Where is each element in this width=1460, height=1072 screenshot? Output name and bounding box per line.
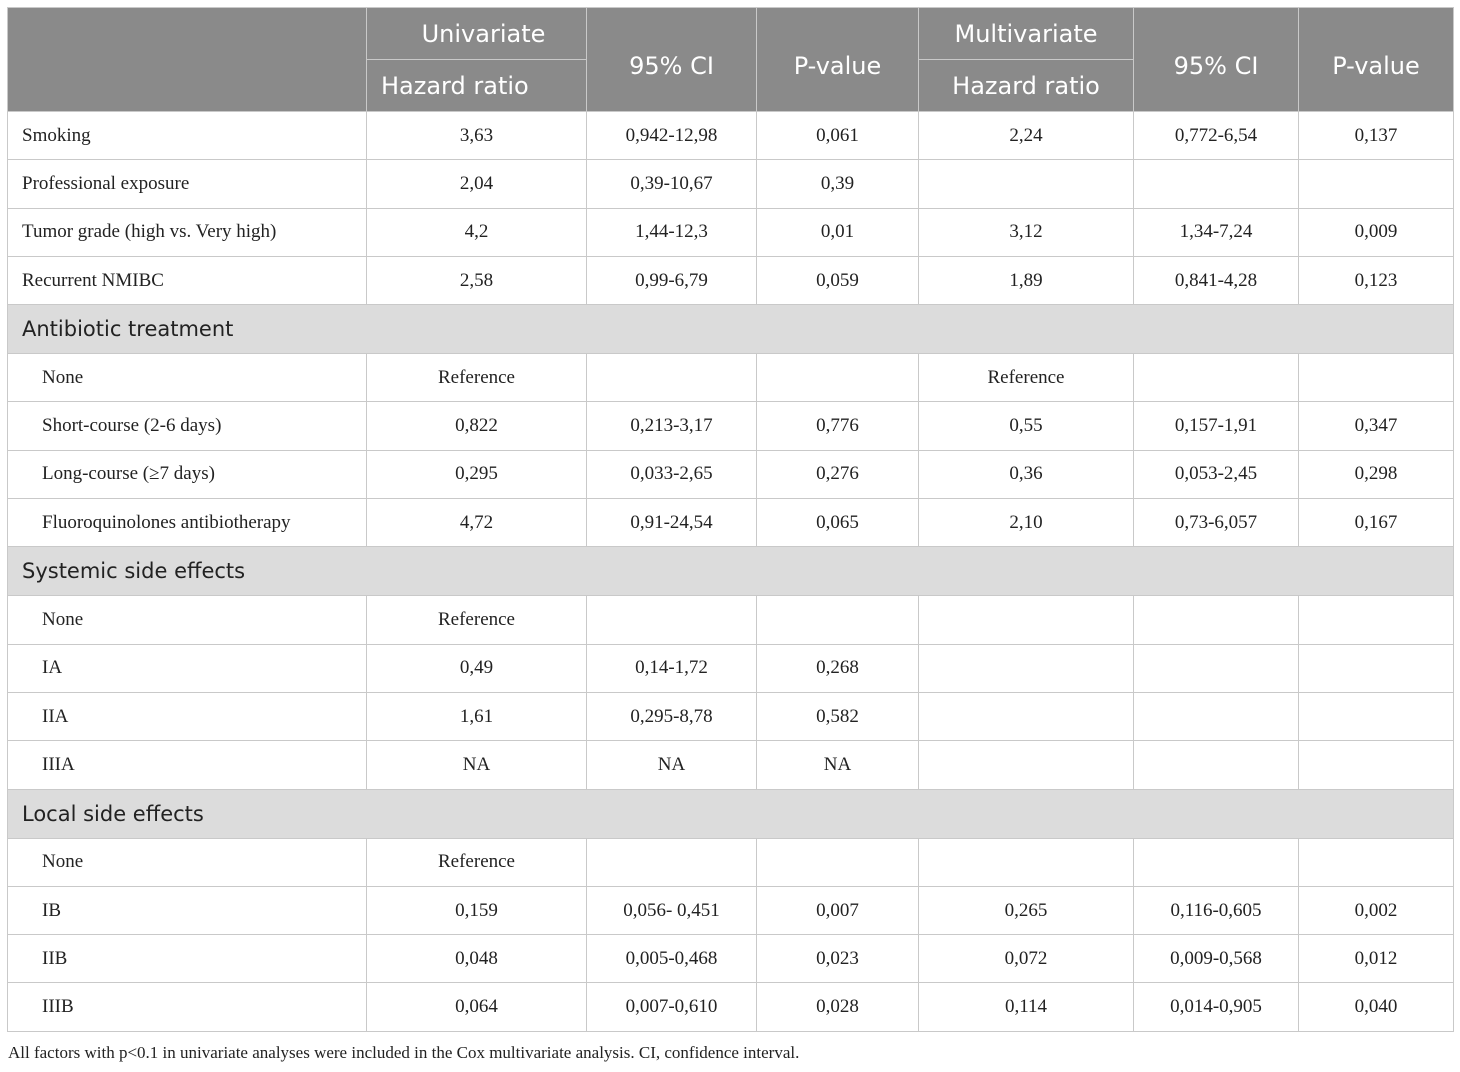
row-label: IIA: [8, 692, 367, 740]
univariate-pvalue: 0,065: [757, 499, 919, 547]
multivariate-pvalue: [1299, 354, 1454, 402]
univariate-ci: 0,005-0,468: [587, 935, 757, 983]
multivariate-hazard-ratio: [919, 644, 1134, 692]
header-ci-univariate: 95% CI: [587, 8, 757, 112]
multivariate-hazard-ratio: [919, 160, 1134, 208]
table-row: [8, 450, 1454, 498]
table-body: [8, 112, 1454, 1032]
univariate-hazard-ratio: 0,048: [367, 935, 587, 983]
univariate-hazard-ratio: 4,2: [367, 208, 587, 256]
multivariate-hazard-ratio: 3,12: [919, 208, 1134, 256]
univariate-pvalue: 0,023: [757, 935, 919, 983]
multivariate-pvalue: 0,137: [1299, 112, 1454, 160]
row-label: None: [8, 596, 367, 644]
univariate-hazard-ratio: NA: [367, 741, 587, 789]
univariate-pvalue: 0,268: [757, 644, 919, 692]
row-label: None: [8, 354, 367, 402]
multivariate-pvalue: 0,002: [1299, 886, 1454, 934]
multivariate-ci: [1134, 838, 1299, 886]
multivariate-pvalue: [1299, 838, 1454, 886]
row-label: None: [8, 838, 367, 886]
multivariate-hazard-ratio: [919, 596, 1134, 644]
multivariate-ci: [1134, 692, 1299, 740]
univariate-pvalue: 0,007: [757, 886, 919, 934]
multivariate-hazard-ratio: Reference: [919, 354, 1134, 402]
multivariate-ci: 0,009-0,568: [1134, 935, 1299, 983]
univariate-hazard-ratio: 0,159: [367, 886, 587, 934]
univariate-ci: 0,942-12,98: [587, 112, 757, 160]
header-multivariate: Multivariate: [919, 8, 1134, 60]
multivariate-pvalue: [1299, 160, 1454, 208]
section-row: [8, 305, 1454, 354]
univariate-pvalue: NA: [757, 741, 919, 789]
univariate-pvalue: 0,39: [757, 160, 919, 208]
multivariate-pvalue: 0,167: [1299, 499, 1454, 547]
multivariate-ci: 1,34-7,24: [1134, 208, 1299, 256]
univariate-ci: 0,99-6,79: [587, 256, 757, 304]
univariate-ci: 0,91-24,54: [587, 499, 757, 547]
univariate-ci: 0,056- 0,451: [587, 886, 757, 934]
univariate-pvalue: [757, 596, 919, 644]
univariate-hazard-ratio: Reference: [367, 838, 587, 886]
univariate-hazard-ratio: 2,58: [367, 256, 587, 304]
header-hazard-ratio-multivariate: Hazard ratio: [919, 60, 1134, 112]
univariate-hazard-ratio: 0,295: [367, 450, 587, 498]
row-label: Long-course (≥7 days): [8, 450, 367, 498]
univariate-pvalue: 0,582: [757, 692, 919, 740]
header-hazard-ratio-univariate: Hazard ratio: [367, 60, 587, 112]
table-row: [8, 644, 1454, 692]
table-row: [8, 160, 1454, 208]
section-heading: Antibiotic treatment: [8, 305, 1454, 354]
row-label: IA: [8, 644, 367, 692]
multivariate-hazard-ratio: [919, 838, 1134, 886]
multivariate-hazard-ratio: 0,55: [919, 402, 1134, 450]
table-header: [8, 8, 1454, 112]
row-label: Recurrent NMIBC: [8, 256, 367, 304]
section-heading: Systemic side effects: [8, 547, 1454, 596]
univariate-hazard-ratio: 1,61: [367, 692, 587, 740]
multivariate-pvalue: [1299, 644, 1454, 692]
univariate-pvalue: [757, 838, 919, 886]
section-row: [8, 547, 1454, 596]
row-label: Fluoroquinolones antibiotherapy: [8, 499, 367, 547]
table-row: [8, 838, 1454, 886]
multivariate-pvalue: [1299, 692, 1454, 740]
univariate-pvalue: 0,028: [757, 983, 919, 1031]
multivariate-hazard-ratio: 1,89: [919, 256, 1134, 304]
table-row: [8, 402, 1454, 450]
table-row: [8, 935, 1454, 983]
multivariate-ci: 0,116-0,605: [1134, 886, 1299, 934]
univariate-ci: 0,14-1,72: [587, 644, 757, 692]
multivariate-ci: [1134, 596, 1299, 644]
univariate-hazard-ratio: 4,72: [367, 499, 587, 547]
univariate-hazard-ratio: 0,49: [367, 644, 587, 692]
header-pvalue-univariate: P-value: [757, 8, 919, 112]
univariate-ci: 0,007-0,610: [587, 983, 757, 1031]
univariate-ci: 0,295-8,78: [587, 692, 757, 740]
multivariate-pvalue: [1299, 596, 1454, 644]
table-row: [8, 499, 1454, 547]
header-ci-multivariate: 95% CI: [1134, 8, 1299, 112]
table-row: [8, 983, 1454, 1031]
multivariate-pvalue: 0,040: [1299, 983, 1454, 1031]
multivariate-hazard-ratio: 0,265: [919, 886, 1134, 934]
univariate-pvalue: 0,01: [757, 208, 919, 256]
univariate-ci: 0,39-10,67: [587, 160, 757, 208]
multivariate-hazard-ratio: 2,24: [919, 112, 1134, 160]
multivariate-pvalue: 0,012: [1299, 935, 1454, 983]
univariate-ci: [587, 596, 757, 644]
multivariate-hazard-ratio: [919, 741, 1134, 789]
multivariate-hazard-ratio: 0,36: [919, 450, 1134, 498]
table-row: [8, 886, 1454, 934]
multivariate-ci: 0,157-1,91: [1134, 402, 1299, 450]
multivariate-ci: [1134, 160, 1299, 208]
results-table: [7, 7, 1454, 1032]
multivariate-pvalue: 0,009: [1299, 208, 1454, 256]
univariate-ci: 0,033-2,65: [587, 450, 757, 498]
univariate-ci: 0,213-3,17: [587, 402, 757, 450]
row-label: IB: [8, 886, 367, 934]
multivariate-hazard-ratio: 0,072: [919, 935, 1134, 983]
row-label: Professional exposure: [8, 160, 367, 208]
univariate-pvalue: 0,776: [757, 402, 919, 450]
univariate-ci: NA: [587, 741, 757, 789]
multivariate-hazard-ratio: [919, 692, 1134, 740]
univariate-ci: [587, 838, 757, 886]
univariate-hazard-ratio: 0,822: [367, 402, 587, 450]
univariate-hazard-ratio: 0,064: [367, 983, 587, 1031]
header-univariate: Univariate: [367, 8, 587, 60]
section-row: [8, 789, 1454, 838]
row-label: Short-course (2-6 days): [8, 402, 367, 450]
univariate-hazard-ratio: 2,04: [367, 160, 587, 208]
univariate-ci: 1,44-12,3: [587, 208, 757, 256]
row-label: IIB: [8, 935, 367, 983]
row-label: Smoking: [8, 112, 367, 160]
table-row: [8, 354, 1454, 402]
multivariate-ci: 0,014-0,905: [1134, 983, 1299, 1031]
univariate-pvalue: 0,276: [757, 450, 919, 498]
univariate-hazard-ratio: Reference: [367, 354, 587, 402]
section-heading: Local side effects: [8, 789, 1454, 838]
univariate-hazard-ratio: Reference: [367, 596, 587, 644]
table-row: [8, 692, 1454, 740]
multivariate-hazard-ratio: 0,114: [919, 983, 1134, 1031]
table-row: [8, 596, 1454, 644]
table-footnote: All factors with p<0.1 in univariate analyses were included in the Cox multivariate analysis. CI, confidence interval.: [8, 1043, 800, 1062]
row-label: Tumor grade (high vs. Very high): [8, 208, 367, 256]
header-blank-cell: [8, 8, 367, 112]
multivariate-pvalue: 0,347: [1299, 402, 1454, 450]
univariate-ci: [587, 354, 757, 402]
multivariate-pvalue: [1299, 741, 1454, 789]
univariate-hazard-ratio: 3,63: [367, 112, 587, 160]
table-row: [8, 256, 1454, 304]
multivariate-pvalue: 0,123: [1299, 256, 1454, 304]
multivariate-pvalue: 0,298: [1299, 450, 1454, 498]
multivariate-ci: [1134, 354, 1299, 402]
multivariate-ci: 0,053-2,45: [1134, 450, 1299, 498]
row-label: IIIA: [8, 741, 367, 789]
multivariate-ci: [1134, 741, 1299, 789]
univariate-pvalue: 0,061: [757, 112, 919, 160]
multivariate-ci: [1134, 644, 1299, 692]
table-row: [8, 112, 1454, 160]
univariate-pvalue: 0,059: [757, 256, 919, 304]
row-label: IIIB: [8, 983, 367, 1031]
multivariate-ci: 0,73-6,057: [1134, 499, 1299, 547]
table-row: [8, 208, 1454, 256]
univariate-pvalue: [757, 354, 919, 402]
multivariate-ci: 0,841-4,28: [1134, 256, 1299, 304]
multivariate-hazard-ratio: 2,10: [919, 499, 1134, 547]
table-row: [8, 741, 1454, 789]
multivariate-ci: 0,772-6,54: [1134, 112, 1299, 160]
header-pvalue-multivariate: P-value: [1299, 8, 1454, 112]
